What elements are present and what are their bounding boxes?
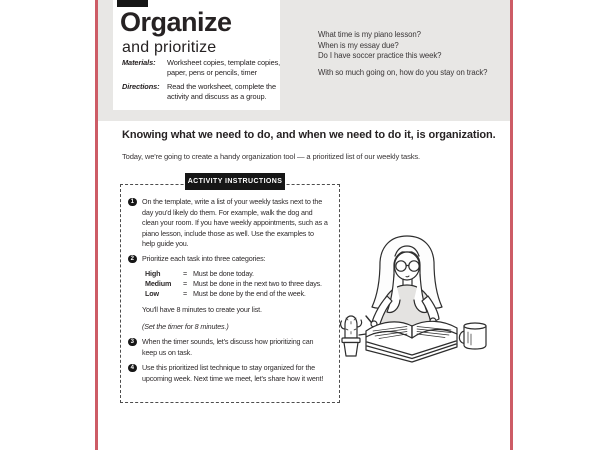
priority-definition: Must be done by the end of the week. (193, 289, 306, 298)
equals-sign: = (183, 289, 188, 298)
step-text: On the template, write a list of your weekly tasks next to the day you'd likely do them. For example, walk the dog and clean your room. If you have weekly appointments, such as a piano lesson, include those as well. Use the examples to help guide you. (142, 197, 328, 248)
pot-rim (342, 338, 360, 343)
lesson-heading: Knowing what we need to do, and when we need to do it, is organization. (122, 129, 496, 141)
girl-writing-in-book-illustration (335, 233, 500, 395)
priority-row (145, 279, 322, 289)
materials-label: Materials: (122, 58, 156, 67)
question-line: Do I have soccer practice this week? (318, 51, 442, 61)
priority-definition: Must be done in the next two to three days. (193, 279, 322, 288)
lesson-number-badge (117, 0, 148, 7)
priority-level: Low (145, 289, 159, 298)
priority-definition: Must be done today. (193, 269, 254, 278)
page-title: Organize (120, 7, 232, 37)
intro-questions (318, 30, 487, 78)
equals-sign: = (183, 269, 188, 278)
question-line: When is my essay due? (318, 40, 399, 50)
priority-row (145, 269, 322, 279)
step-number-bullet: 2 (128, 255, 137, 264)
timer-note: (Set the timer for 8 minutes.) (142, 322, 229, 331)
step-text: Prioritize each task into three categories: (142, 254, 266, 263)
activity-step (128, 337, 328, 358)
step-text: When the timer sounds, let's discuss how prioritizing can keep us on task. (142, 337, 314, 357)
activity-step (128, 254, 328, 265)
lesson-subtext: Today, we're going to create a handy organization tool — a prioritized list of our weekly tasks. (122, 152, 420, 161)
directions-value: Read the worksheet, complete the activity and discuss as a group. (167, 82, 276, 101)
question-line: What time is my piano lesson? (318, 30, 421, 39)
activity-step (128, 363, 328, 384)
right-margin-rule (510, 0, 513, 450)
mug-rim (464, 323, 486, 329)
step-number-bullet: 3 (128, 338, 137, 347)
activity-step (128, 197, 328, 250)
step-text: Use this prioritized list technique to stay organized for the upcoming week. Next time we meet, let's share how it went! (142, 363, 324, 383)
activity-instructions-box (120, 184, 340, 403)
left-margin-rule (95, 0, 98, 450)
priority-level: High (145, 269, 161, 278)
priority-table (145, 269, 322, 299)
glasses-left-lens (396, 261, 406, 271)
step-number-bullet: 1 (128, 198, 137, 207)
question-followup: With so much going on, how do you stay on track? (318, 67, 488, 77)
cactus (345, 316, 357, 338)
list-time-note: You'll have 8 minutes to create your list. (142, 305, 262, 314)
page-subtitle: and prioritize (122, 39, 217, 56)
directions-label: Directions: (122, 82, 160, 91)
priority-row (145, 289, 322, 299)
equals-sign: = (183, 279, 188, 288)
activity-instructions-header: ACTIVITY INSTRUCTIONS (185, 173, 285, 190)
materials-value: Worksheet copies, template copies, paper, pens or pencils, timer (167, 58, 281, 77)
step-number-bullet: 4 (128, 364, 137, 373)
glasses-right-lens (409, 261, 419, 271)
priority-level: Medium (145, 279, 172, 288)
pot (344, 343, 358, 357)
